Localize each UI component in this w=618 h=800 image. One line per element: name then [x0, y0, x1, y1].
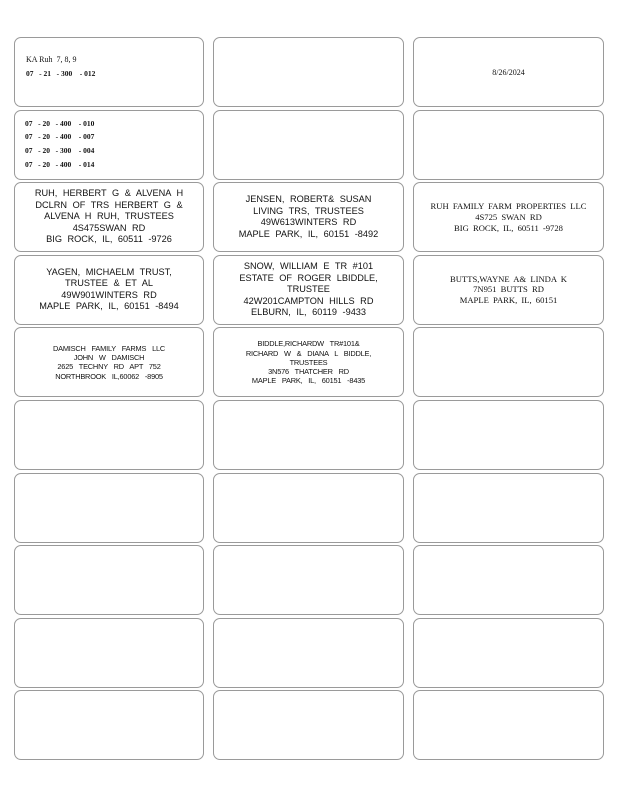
- label-empty: [413, 690, 604, 760]
- address-line: MAPLE PARK, IL, 60151 -8492: [238, 228, 379, 239]
- label-empty: [413, 327, 604, 397]
- address-line: TRUSTEES: [289, 357, 328, 367]
- label-sheet: [14, 37, 604, 760]
- label-empty: [213, 690, 404, 760]
- label-address-ruh-family: [413, 182, 604, 252]
- label-empty: [413, 110, 604, 180]
- address-line: TRUSTEE & ET AL: [65, 278, 153, 289]
- label-empty: [14, 690, 204, 760]
- address-line: NORTHBROOK IL,60062 -8905: [55, 371, 163, 381]
- label-empty: [14, 473, 204, 543]
- address-line: BIDDLE,RICHARDW TR#101&: [257, 339, 360, 349]
- address-line: LIVING TRS, TRUSTEES: [253, 205, 364, 216]
- label-address-butts: [413, 255, 604, 325]
- pin-number: 07 - 21 - 300 - 012: [26, 69, 96, 79]
- label-pin-list: [14, 110, 204, 180]
- label-header-info: [14, 37, 204, 107]
- address-line: MAPLE PARK, IL, 60151: [459, 295, 558, 306]
- label-empty: [14, 618, 204, 688]
- address-line: BIG ROCK, IL, 60511 -9728: [454, 222, 563, 233]
- label-empty: [213, 400, 404, 470]
- pin-number: 07 - 20 - 400 - 010: [25, 118, 95, 128]
- address-line: RICHARD W & DIANA L BIDDLE,: [245, 348, 372, 358]
- address-line: 42W201CAMPTON HILLS RD: [243, 295, 374, 306]
- address-line: 7N951 BUTTS RD: [473, 284, 544, 295]
- address-line: TRUSTEE: [287, 284, 330, 295]
- label-empty: [213, 110, 404, 180]
- address-line: DCLRN OF TRS HERBERT G &: [35, 199, 183, 210]
- label-address-biddle: [213, 327, 404, 397]
- address-line: RUH, HERBERT G & ALVENA H: [34, 188, 184, 199]
- pin-number: 07 - 20 - 400 - 007: [25, 132, 95, 142]
- address-line: BIG ROCK, IL, 60511 -9726: [46, 234, 172, 245]
- label-address-jensen: [213, 182, 404, 252]
- address-line: ALVENA H RUH, TRUSTEES: [44, 211, 174, 222]
- label-empty: [213, 473, 404, 543]
- address-line: ESTATE OF ROGER LBIDDLE,: [239, 272, 378, 283]
- job-title: KA Ruh 7, 8, 9: [26, 55, 77, 64]
- print-date: 8/26/2024: [492, 67, 525, 77]
- label-empty: [213, 37, 404, 107]
- label-empty: [14, 545, 204, 615]
- address-line: 4S475SWAN RD: [72, 222, 146, 233]
- address-line: SNOW, WILLIAM E TR #101: [243, 261, 374, 272]
- label-address-ruh: [14, 182, 204, 252]
- label-date: [413, 37, 604, 107]
- address-line: 2625 TECHNY RD APT 752: [57, 362, 161, 372]
- label-empty: [413, 618, 604, 688]
- label-empty: [413, 400, 604, 470]
- address-line: MAPLE PARK, IL, 60151 -8494: [39, 301, 179, 312]
- address-line: MAPLE PARK, IL, 60151 -8435: [251, 376, 366, 386]
- address-line: 4S725 SWAN RD: [475, 211, 542, 222]
- label-address-snow: [213, 255, 404, 325]
- address-line: DAMISCH FAMILY FARMS LLC: [52, 343, 166, 353]
- label-empty: [413, 545, 604, 615]
- address-line: 3N576 THATCHER RD: [268, 367, 349, 376]
- pin-number: 07 - 20 - 300 - 004: [25, 145, 95, 155]
- label-empty: [14, 400, 204, 470]
- pin-number: 07 - 20 - 400 - 014: [25, 159, 95, 169]
- address-line: BUTTS,WAYNE A& LINDA K: [450, 273, 567, 284]
- label-empty: [213, 545, 404, 615]
- label-empty: [413, 473, 604, 543]
- label-empty: [213, 618, 404, 688]
- address-line: ELBURN, IL, 60119 -9433: [250, 307, 367, 318]
- label-address-damisch: [14, 327, 204, 397]
- address-line: 49W613WINTERS RD: [260, 217, 357, 228]
- address-line: RUH FAMILY FARM PROPERTIES LLC: [430, 201, 587, 212]
- address-line: JOHN W DAMISCH: [73, 353, 145, 363]
- address-line: 49W901WINTERS RD: [61, 289, 157, 300]
- address-line: JENSEN, ROBERT& SUSAN: [245, 194, 372, 205]
- label-address-yagen: [14, 255, 204, 325]
- address-line: YAGEN, MICHAELM TRUST,: [46, 266, 172, 277]
